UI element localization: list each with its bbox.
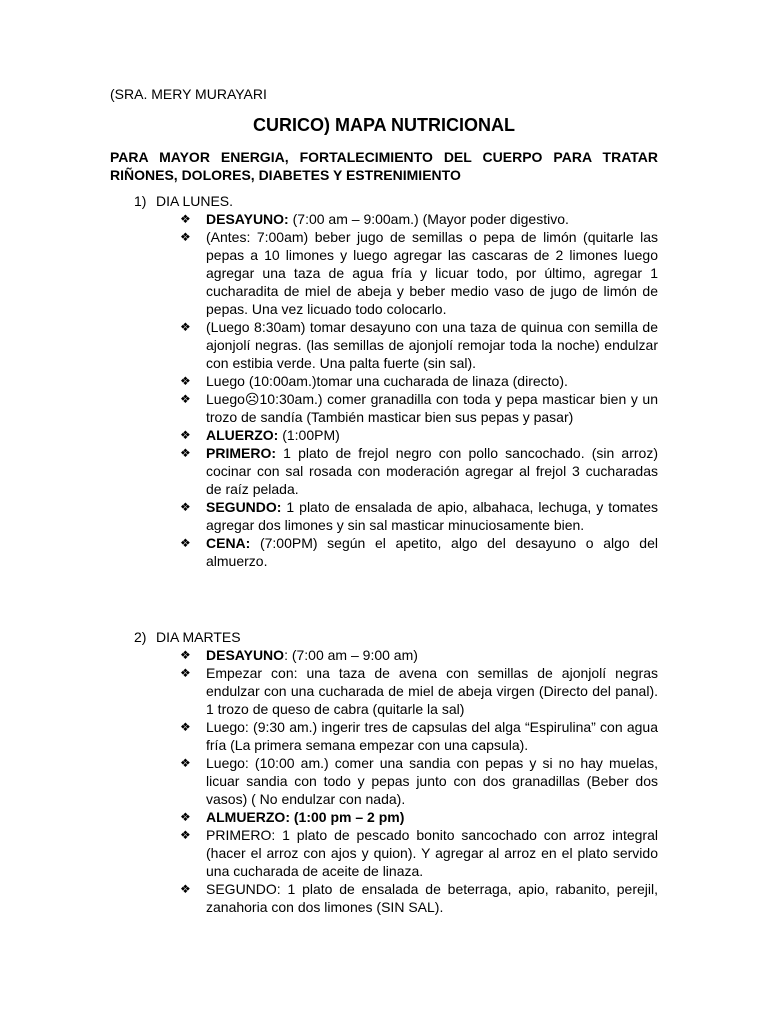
list-item xyxy=(110,210,658,228)
list-item xyxy=(110,498,658,534)
diamond-bullet-icon: ❖ xyxy=(180,828,191,842)
list-item xyxy=(110,534,658,570)
day-heading xyxy=(110,628,658,646)
day-heading xyxy=(110,192,658,210)
diamond-bullet-icon: ❖ xyxy=(180,374,191,388)
item-label: DESAYUNO xyxy=(206,647,285,663)
document-title: CURICO) MAPA NUTRICIONAL xyxy=(253,115,515,135)
item-text: (1:00PM) xyxy=(278,427,340,443)
list-item xyxy=(110,880,658,916)
diamond-bullet-icon: ❖ xyxy=(180,882,191,896)
list-item xyxy=(110,808,658,826)
list-item xyxy=(110,664,658,718)
list-item xyxy=(110,754,658,808)
diamond-bullet-icon: ❖ xyxy=(180,500,191,514)
item-text: Luego (10:00am.)tomar una cucharada de linaza (directo). xyxy=(206,373,568,389)
item-text: Empezar con: una taza de avena con semillas de ajonjolí negras endulzar con una cucharada de miel de abeja virgen (Directo del panal). 1 trozo de queso de cabra (quitarle la sal) xyxy=(206,665,658,717)
item-text: 1 plato de frejol negro con pollo sancochado. (sin arroz) cocinar con sal rosada con moderación agregar al frejol 3 cucharadas de raíz pelada. xyxy=(206,445,658,497)
item-label: ALUERZO: xyxy=(206,427,279,443)
day-name: DIA MARTES xyxy=(156,629,241,645)
item-text: : (7:00 am – 9:00 am) xyxy=(284,647,418,663)
meal-list xyxy=(110,210,658,570)
meal-list xyxy=(110,646,658,916)
diamond-bullet-icon: ❖ xyxy=(180,536,191,550)
diamond-bullet-icon: ❖ xyxy=(180,392,191,406)
diamond-bullet-icon: ❖ xyxy=(180,666,191,680)
item-text: (7:00 am – 9:00am.) (Mayor poder digestivo. xyxy=(288,211,569,227)
item-label: PRIMERO: xyxy=(206,445,276,461)
item-label: DESAYUNO: xyxy=(206,211,289,227)
item-text: PRIMERO: 1 plato de pescado bonito sancochado con arroz integral (hacer el arroz con ajos y quion). Y agregar al arroz en el plato servido una cucharada de aceite de linaza. xyxy=(206,827,658,879)
diamond-bullet-icon: ❖ xyxy=(180,756,191,770)
item-text: (7:00PM) según el apetito, algo del desayuno o algo del almuerzo. xyxy=(206,535,658,569)
author-line: (SRA. MERY MURAYARI xyxy=(110,86,267,102)
item-text: (Antes: 7:00am) beber jugo de semillas o pepa de limón (quitarle las pepas a 10 limones y luego agregar las cascaras de 2 limones luego agregar una taza de agua fría y licuar todo, por último, agregar 1 cucharadita de miel de abeja y beber medio vaso de jugo de limón de pepas. Una vez licuado todo colocarlo. xyxy=(206,229,658,317)
item-text: Luego☹10:30am.) comer granadilla con toda y pepa masticar bien y un trozo de sandía (También masticar bien sus pepas y pasar) xyxy=(206,391,658,425)
list-item xyxy=(110,390,658,426)
diamond-bullet-icon: ❖ xyxy=(180,810,191,824)
item-label: ALMUERZO: (1:00 pm – 2 pm) xyxy=(206,809,405,825)
list-item xyxy=(110,318,658,372)
item-label: SEGUNDO: xyxy=(206,499,282,515)
list-item xyxy=(110,372,658,390)
list-item xyxy=(110,228,658,318)
list-item xyxy=(110,444,658,498)
diamond-bullet-icon: ❖ xyxy=(180,648,191,662)
day-section-martes xyxy=(110,628,658,916)
diamond-bullet-icon: ❖ xyxy=(180,428,191,442)
intro-heading: PARA MAYOR ENERGIA, FORTALECIMIENTO DEL CUERPO PARA TRATAR RIÑONES, DOLORES, DIABETES Y ESTRENIMIENTO xyxy=(110,149,658,183)
day-number: 2) xyxy=(134,629,147,645)
diamond-bullet-icon: ❖ xyxy=(180,720,191,734)
list-item xyxy=(110,646,658,664)
item-text: 1 plato de ensalada de apio, albahaca, lechuga, y tomates agregar dos limones y sin sal masticar minuciosamente bien. xyxy=(206,499,658,533)
diamond-bullet-icon: ❖ xyxy=(180,230,191,244)
list-item xyxy=(110,718,658,754)
item-text: (Luego 8:30am) tomar desayuno con una taza de quinua con semilla de ajonjolí negras. (las semillas de ajonjolí remojar toda la noche) endulzar con estibia verde. Una palta fuerte (sin sal). xyxy=(206,319,658,371)
item-label: CENA: xyxy=(206,535,251,551)
day-name: DIA LUNES. xyxy=(156,193,234,209)
item-text: SEGUNDO: 1 plato de ensalada de beterraga, apio, rabanito, perejil, zanahoria con dos limones (SIN SAL). xyxy=(206,881,658,915)
item-text: Luego: (10:00 am.) comer una sandia con pepas y si no hay muelas, licuar sandia con todo y pepas junto con dos granadillas (Beber dos vasos) ( No endulzar con nada). xyxy=(206,755,658,807)
item-text: Luego: (9:30 am.) ingerir tres de capsulas del alga “Espirulina” con agua fría (La primera semana empezar con una capsula). xyxy=(206,719,658,753)
diamond-bullet-icon: ❖ xyxy=(180,446,191,460)
list-item xyxy=(110,426,658,444)
diamond-bullet-icon: ❖ xyxy=(180,320,191,334)
day-section-lunes xyxy=(110,192,658,570)
list-item xyxy=(110,826,658,880)
day-number: 1) xyxy=(134,193,147,209)
diamond-bullet-icon: ❖ xyxy=(180,212,191,226)
